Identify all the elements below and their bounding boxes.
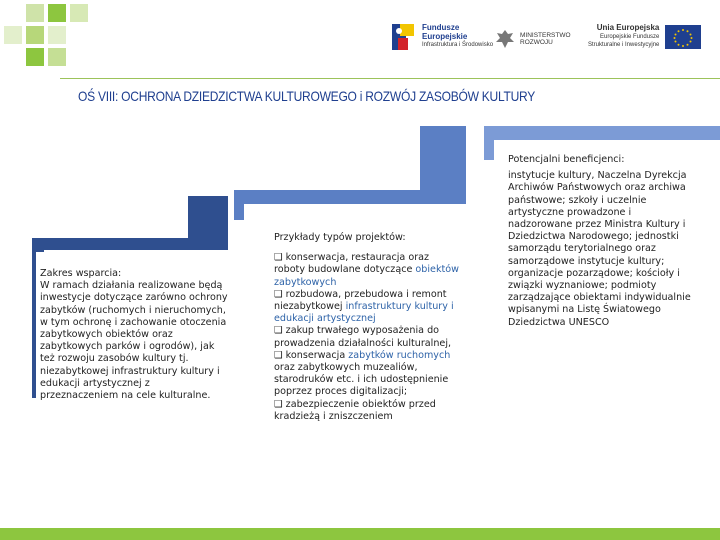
przyklady-item-highlight: infrastruktury kultury i edukacji artystycznej: [274, 301, 454, 325]
card-beneficjenci: [508, 154, 698, 329]
checkbox-bullet-icon: ❑: [274, 398, 286, 410]
ue-line3: Strukturalne i Inwestycyjne: [588, 42, 660, 48]
przyklady-item: [274, 350, 462, 399]
przyklady-item: [274, 325, 462, 349]
page-title: OŚ VIII: OCHRONA DZIEDZICTWA KULTUROWEGO i ROZWÓJ ZASOBÓW KULTURY: [78, 88, 536, 104]
przyklady-list: [274, 252, 462, 423]
checkbox-bullet-icon: ❑: [274, 349, 286, 361]
przyklady-item-text: konserwacja: [285, 349, 349, 361]
mr-line2: ROZWOJU: [520, 39, 553, 46]
beneficjenci-body: instytucje kultury, Naczelna Dyrekcja Archiwów Państwowych oraz archiwa państwowe; szkoły i uczelnie artystyczne prowadzone i nadzorowane przez Ministra Kultury i Dziedzictwa Narodowego; jednostki samorządu terytorialnego oraz samorządowe instytucje kultury; organizacje pozarządowe; kościoły i związki wyznaniowe; podmioty zarządzające obiektami indywidualnie wpisanymi na Listę Światowego Dziedzictwa UNESCO: [508, 170, 691, 328]
przyklady-item: [274, 252, 462, 289]
przyklady-item-highlight: obiektów zabytkowych: [274, 264, 459, 288]
zakres-body: W ramach działania realizowane będą inwestycje dotyczące zarówno ochrony zabytków (ruchomych i nieruchomych, w tym ochronę i zachowanie otoczenia zabytkowych obiektów oraz zabytkowych parków i ogrodów), jak też rozwoju zasobów kultury tj. niezabytkowej infrastruktury kultury i edukacji artystycznej z przeznaczeniem na cele kulturalne.: [40, 280, 228, 402]
checkbox-bullet-icon: ❑: [274, 288, 286, 300]
bottom-green-bar: [0, 528, 720, 540]
przyklady-item: [274, 289, 462, 326]
beneficjenci-heading: Potencjalni beneficjenci:: [508, 154, 625, 165]
fe-line2: Europejskie: [422, 31, 468, 41]
checkbox-bullet-icon: ❑: [274, 325, 286, 337]
przyklady-item: [274, 399, 462, 423]
przyklady-item-text: zakup trwałego wyposażenia do prowadzenia działalności kulturalnej,: [274, 325, 452, 349]
przyklady-heading: Przykłady typów projektów:: [274, 232, 406, 243]
fe-line1: Fundusze: [422, 23, 460, 33]
przyklady-item-text: zabezpieczenie obiektów przed kradzieżą i zniszczeniem: [274, 398, 436, 422]
przyklady-item-text: rozbudowa, przebudowa i remont niezabytkowej: [274, 288, 447, 313]
zakres-heading: Zakres wsparcia:: [40, 268, 122, 279]
card-zakres: [40, 268, 230, 402]
przyklady-item-text: konserwacja, restauracja oraz roboty budowlane dotyczące: [274, 252, 430, 276]
ue-line1: Unia Europejska: [596, 23, 660, 32]
checkbox-bullet-icon: ❑: [274, 252, 286, 264]
przyklady-item-highlight: zabytków ruchomych: [348, 349, 451, 361]
fe-line3: Infrastruktura i Środowisko: [422, 42, 494, 49]
przyklady-item-text-tail: oraz zabytkowych muzealiów, starodruków etc. i ich udostępnienie poprzez proces digitalizacji;: [274, 362, 449, 398]
mr-line1: MINISTERSTWO: [520, 31, 571, 39]
ue-line2: Europejskie Fundusze: [600, 33, 660, 40]
card-przyklady: [274, 232, 462, 423]
